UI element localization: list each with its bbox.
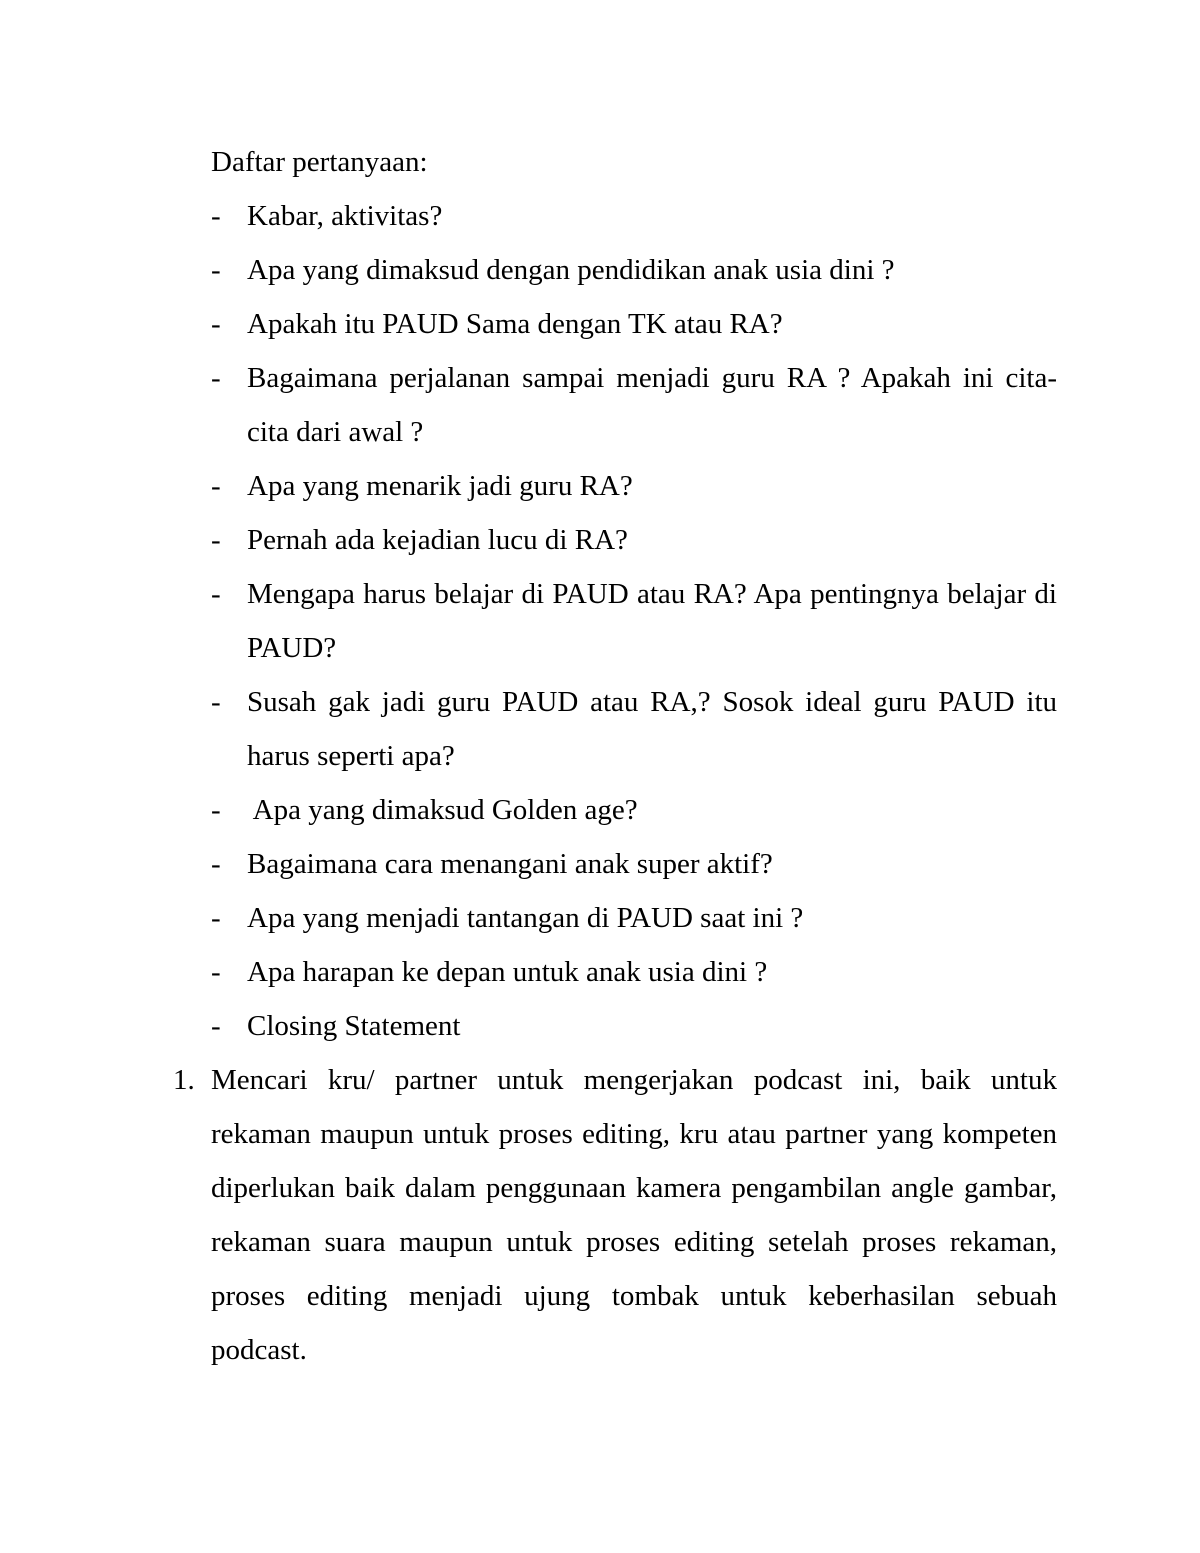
bullet-dash: - [211,956,221,988]
question-text: Apa harapan ke depan untuk anak usia dini ? [247,956,768,988]
bullet-dash: - [211,308,221,340]
question-item [211,999,1057,1053]
bullet-dash: - [211,362,221,394]
question-item [211,891,1057,945]
question-item [211,513,1057,567]
question-text: Kabar, aktivitas? [247,200,443,232]
document-body [173,135,1057,1377]
question-item [211,783,1057,837]
question-item [211,189,1057,243]
question-item [211,243,1057,297]
bullet-dash: - [211,254,221,286]
bullet-dash: - [211,1010,221,1042]
question-text: Apa yang menarik jadi guru RA? [247,470,633,502]
question-text: Bagaimana perjalanan sampai menjadi guru RA ? Apakah ini cita- cita dari awal ? [247,362,1057,448]
question-item [211,351,1057,459]
bullet-dash: - [211,470,221,502]
question-text: Apa yang dimaksud dengan pendidikan anak usia dini ? [247,254,895,286]
numbered-item [173,1053,1057,1377]
question-item [211,945,1057,999]
question-text: Pernah ada kejadian lucu di RA? [247,524,628,556]
bullet-dash: - [211,902,221,934]
item-number: 1. [173,1064,195,1096]
question-text: Susah gak jadi guru PAUD atau RA,? Sosok ideal guru PAUD itu harus seperti apa? [247,686,1057,772]
question-item [211,675,1057,783]
question-item [211,459,1057,513]
bullet-dash: - [211,200,221,232]
question-item [211,297,1057,351]
question-item [211,567,1057,675]
numbered-item-text: Mencari kru/ partner untuk mengerjakan podcast ini, baik untuk rekaman maupun untuk proses editing, kru atau partner yang kompeten diperlukan baik dalam penggunaan kamera pengambilan angle gambar, rekaman suara maupun untuk proses editing setelah proses rekaman, proses editing menjadi ujung tombak untuk keberhasilan sebuah podcast. [211,1064,1057,1366]
question-text: Apakah itu PAUD Sama dengan TK atau RA? [247,308,783,340]
question-list [211,189,1057,1053]
question-text: Apa yang menjadi tantangan di PAUD saat ini ? [247,902,804,934]
question-text: Closing Statement [247,1010,461,1042]
question-item [211,837,1057,891]
bullet-dash: - [211,794,221,826]
question-text: Apa yang dimaksud Golden age? [247,794,638,826]
bullet-dash: - [211,524,221,556]
numbered-list [173,1053,1057,1377]
question-text: Mengapa harus belajar di PAUD atau RA? Apa pentingnya belajar di PAUD? [247,578,1057,664]
bullet-dash: - [211,848,221,880]
list-heading: Daftar pertanyaan: [211,146,428,178]
question-text: Bagaimana cara menangani anak super aktif? [247,848,773,880]
bullet-dash: - [211,686,221,718]
bullet-dash: - [211,578,221,610]
